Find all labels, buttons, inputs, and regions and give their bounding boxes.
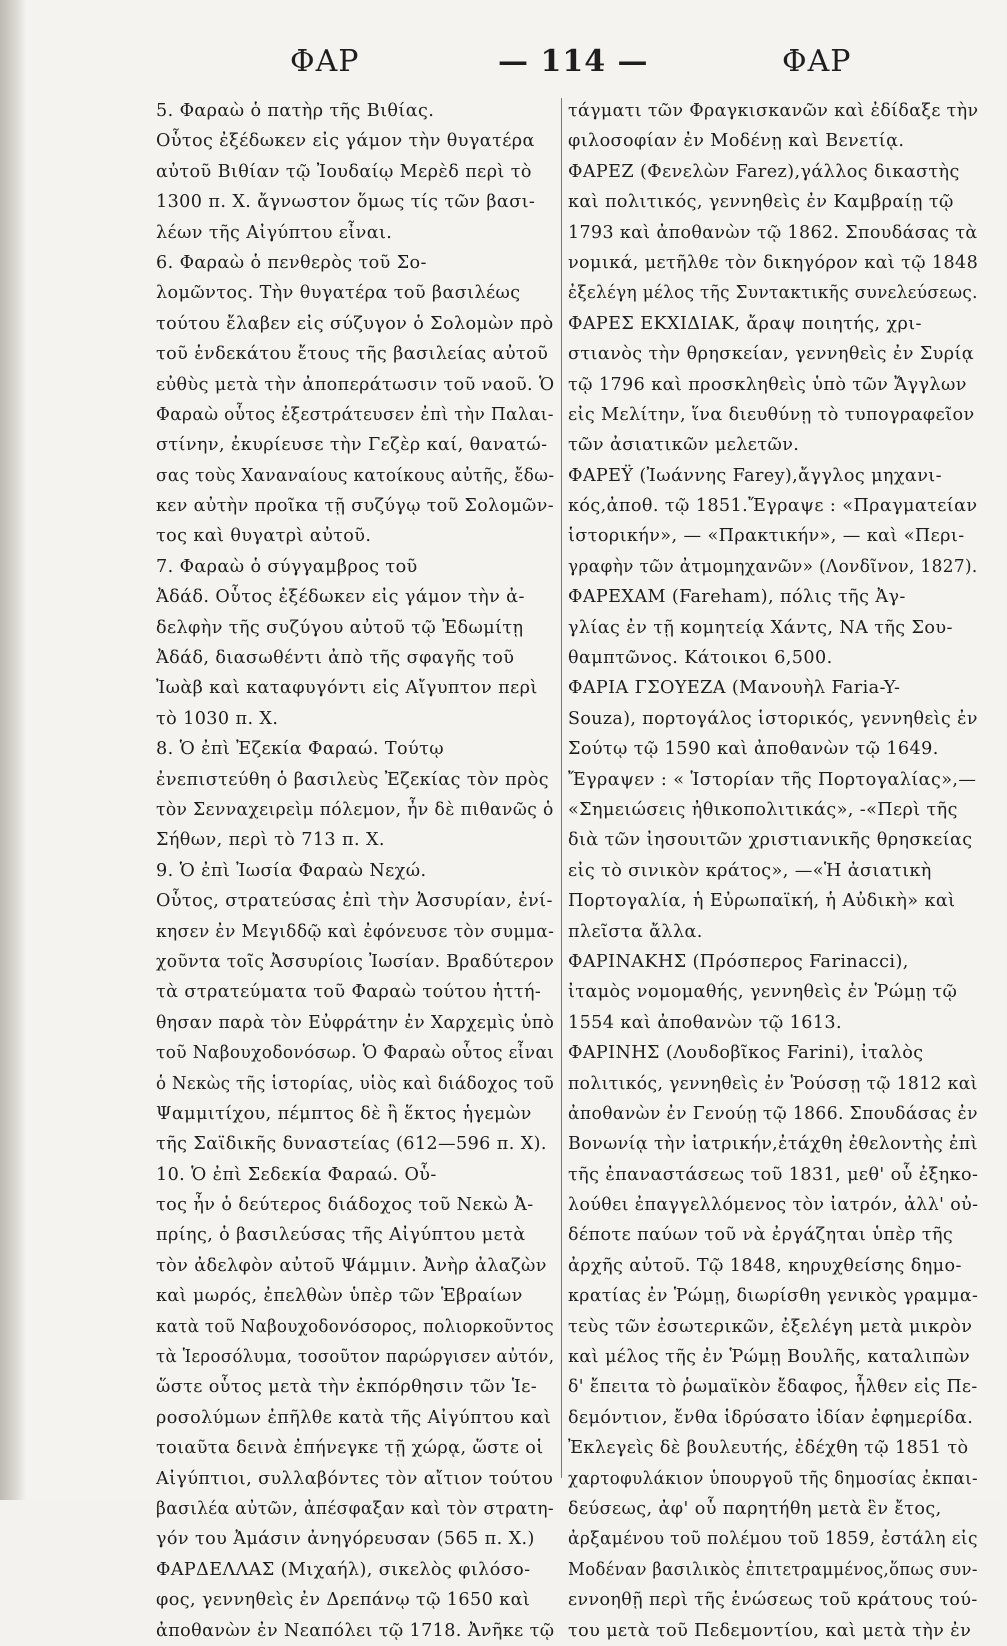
text-line: εἰς τὸ σινικὸν κράτος», —«Ἡ ἀσιατικὴ [568, 860, 932, 881]
text-line: ΦΑΡΕΖ (Φενελὼν Farez),γάλλος δικαστὴς [568, 161, 960, 182]
text-line: ΦΑΡΙΑ ΓΣΟΥΕΖΑ (Μανουὴλ Faria-Y- [568, 678, 901, 699]
text-line: ΦΑΡΕΣ ΕΚΧΙΔΙΑΚ, ἄραψ ποιητής, χρι- [568, 313, 922, 334]
text-line: κός,ἀποθ. τῷ 1851.Ἔγραψε : «Πραγματείαν [568, 496, 978, 517]
running-header [130, 44, 874, 94]
text-line: τοῦ Ναβουχοδονόσωρ. Ὁ Φαραὼ οὗτος εἶναι [156, 1043, 555, 1064]
header-right-keyword: ΦΑΡ [782, 44, 852, 79]
page-number: — 114 — [498, 44, 649, 79]
text-line: Αἰγύπτιοι, συλλαβόντες τὸν αἴτιον τούτου [156, 1468, 554, 1489]
text-line: ΦΑΡΙΝΑΚΗΣ (Πρόσπερος Farinacci), [568, 951, 909, 972]
text-line: τῶν ἀσιατικῶν μελετῶν. [568, 435, 800, 456]
text-line: θησαν παρὰ τὸν Εὐφράτην ἐν Χαρχεμὶς ὑπὸ [156, 1012, 555, 1033]
text-line: 7. Φαραὼ ὁ σύγγαμβρος τοῦ [156, 556, 418, 577]
text-line: πρίης, ὁ βασιλεύσας τῆς Αἰγύπτου μετὰ [156, 1225, 526, 1246]
text-line: τὰ στρατεύματα τοῦ Φαραὼ τούτου ἡττή- [156, 982, 542, 1003]
text-line: πλεῖστα ἄλλα. [568, 921, 703, 942]
text-line: τάγματι τῶν Φραγκισκανῶν καὶ ἐδίδαξε τὴν [568, 101, 979, 121]
text-line: 5. Φαραὼ ὁ πατὴρ τῆς Βιθίας. [156, 101, 435, 121]
text-line: γόν του Ἀμάσιν ἀνηγόρευσαν (565 π. Χ.) [156, 1529, 535, 1550]
text-line: τῆς ἐπαναστάσεως τοῦ 1831, μεθ' οὗ ἐξηκο- [568, 1164, 979, 1185]
text-line: Σήθων, περὶ τὸ 713 π. Χ. [156, 830, 385, 851]
text-line: κησεν ἐν Μεγιδδῷ καὶ ἐφόνευσε τὸν συμμα- [156, 921, 555, 942]
text-line: θαμπτῶνος. Κάτοικοι 6,500. [568, 648, 833, 669]
text-line: ὁ Νεκὼς τῆς ἱστορίας, υἱὸς καὶ διάδοχος τοῦ [156, 1073, 555, 1094]
text-line: Ἀδάδ, διασωθέντι ἀπὸ τῆς σφαγῆς τοῦ [156, 648, 515, 669]
text-line: γραφὴν τῶν ἀτμομηχανῶν» (Λονδῖνον, 1827). [568, 556, 978, 577]
text-line: Μοδέναν βασιλικὸς ἐπιτετραμμένος,ὅπως συν- [568, 1559, 978, 1580]
text-line: 1300 π. Χ. ἄγνωστον ὅμως τίς τῶν βασι- [156, 192, 536, 213]
text-line: καὶ μωρός, ἐπελθὼν ὑπὲρ τῶν Ἑβραίων [156, 1286, 523, 1307]
text-line: κρατίας ἐν Ῥώμῃ, διωρίσθη γενικὸς γραμμα- [568, 1286, 979, 1307]
text-line: ὥστε οὗτος μετὰ τὴν ἐκπόρθησιν τῶν Ἱε- [156, 1377, 538, 1398]
text-line: ΦΑΡΙΝΗΣ (Λουδοβῖκος Farini), ἰταλὸς [568, 1043, 924, 1064]
binding-edge [0, 0, 26, 1500]
text-line: εννοηθῇ περὶ τῆς ἑνώσεως τοῦ κράτους τού- [568, 1590, 978, 1611]
text-line: δεμόντιον, ἔνθα ἱδρύσατο ἰδίαν ἐφημερίδα. [568, 1407, 974, 1428]
text-line: χαρτοφυλάκιον ὑπουργοῦ τῆς δημοσίας ἐκπαι- [568, 1468, 978, 1489]
text-line: ἐξελέγη μέλος τῆς Συντακτικῆς συνελεύσεως. [568, 283, 978, 304]
text-line: 1554 καὶ ἀποθανὼν τῷ 1613. [568, 1012, 843, 1033]
header-left-keyword: ΦΑΡ [290, 44, 360, 79]
text-line: τὸ 1030 π. Χ. [156, 708, 279, 729]
text-line: ροσολύμων ἐπῆλθε κατὰ τῆς Αἰγύπτου καὶ [156, 1407, 552, 1428]
text-line: τος καὶ θυγατρὶ αὐτοῦ. [156, 526, 372, 547]
text-line: γλίας ἐν τῇ κομητείᾳ Χάντς, ΝΑ τῆς Σου- [568, 617, 953, 638]
text-line: στίνην, ἐκυρίευσε τὴν Γεζὲρ καί, θανατώ- [156, 435, 548, 456]
text-line: διὰ τῶν ἰησουιτῶν χριστιανικῆς θρησκείας [568, 830, 973, 851]
text-line: «Σημειώσεις ἠθικοπολιτικάς», -«Περὶ τῆς [568, 799, 958, 820]
text-line: λούθει ἐπαγγελλόμενος τὸν ἰατρόν, ἀλλ' οὐ- [568, 1195, 979, 1216]
text-line: φιλοσοφίαν ἐν Μοδένῃ καὶ Βενετίᾳ. [568, 131, 905, 152]
text-line: αὐτοῦ Βιθίαν τῷ Ἰουδαίῳ Μερὲδ περὶ τὸ [156, 161, 532, 182]
text-line: ἀρχῆς αὐτοῦ. Τῷ 1848, κηρυχθείσης δημο- [568, 1255, 962, 1276]
text-line: ἀρξαμένου τοῦ πολέμου τοῦ 1859, ἐστάλη εἰς [568, 1529, 978, 1550]
text-line: στιανὸς τὴν θρησκείαν, γεννηθεὶς ἐν Συρίᾳ [568, 344, 975, 365]
text-line: κατὰ τοῦ Ναβουχοδονόσορος, πολιορκοῦντος [156, 1316, 555, 1337]
text-line: Βονωνίᾳ τὴν ἰατρικήν,ἐτάχθη ἐθελοντὴς ἐπὶ [568, 1134, 978, 1155]
text-line: ἐνεπιστεύθη ὁ βασιλεὺς Ἐζεκίας τὸν πρὸς [156, 769, 549, 790]
text-line: δελφὴν τῆς συζύγου αὐτοῦ τῷ Ἐδωμίτῃ [156, 617, 524, 638]
text-line: ΦΑΡΔΕΛΛΑΣ (Μιχαήλ), σικελὸς φιλόσο- [156, 1559, 531, 1580]
text-line: βασιλέα αὐτῶν, ἀπέσφαξαν καὶ τὸν στρατη- [156, 1498, 555, 1519]
text-line: Οὗτος ἐξέδωκεν εἰς γάμον τὴν θυγατέρα [156, 131, 535, 152]
text-line: Ἐκλεγεὶς δὲ βουλευτής, ἐδέχθη τῷ 1851 τὸ [568, 1438, 969, 1459]
text-line: λέων τῆς Αἰγύπτου εἶναι. [156, 222, 393, 243]
text-line: 10. Ὁ ἐπὶ Σεδεκία Φαραώ. Οὗ- [156, 1164, 437, 1185]
text-line: τῷ 1796 καὶ προσκληθεὶς ὑπὸ τῶν Ἄγγλων [568, 374, 967, 395]
text-line: Σούτῳ τῷ 1590 καὶ ἀποθανὼν τῷ 1649. [568, 739, 939, 760]
text-line: Οὗτος, στρατεύσας ἐπὶ τὴν Ἀσσυρίαν, ἐνί- [156, 891, 553, 912]
text-line: σας τοὺς Χαναναίους κατοίκους αὐτῆς, ἔδω- [156, 465, 555, 486]
text-line: τος ἦν ὁ δεύτερος διάδοχος τοῦ Νεκὼ Ἀ- [156, 1195, 534, 1216]
text-line: φος, γεννηθεὶς ἐν Δρεπάνῳ τῷ 1650 καὶ [156, 1590, 531, 1611]
text-line: πολιτικός, γεννηθεὶς ἐν Ῥούσσῃ τῷ 1812 καὶ [568, 1073, 978, 1094]
text-line: 9. Ὁ ἐπὶ Ἰωσία Φαραὼ Νεχώ. [156, 860, 427, 881]
text-line: Πορτογαλία, ἡ Εὐρωπαϊκή, ἡ Αὐδικὴ» καὶ [568, 891, 956, 912]
text-line: ΦΑΡΕΫ (Ἰωάννης Farey),ἄγγλος μηχανι- [568, 465, 942, 486]
text-line: τὰ Ἱεροσόλυμα, τοσοῦτον παρώργισεν αὐτόν, [156, 1347, 555, 1368]
column-divider [561, 98, 562, 1478]
text-line: τεὺς τῶν ἐσωτερικῶν, ἐξελέγη μετὰ μικρὸν [568, 1316, 973, 1337]
text-line: εἰς Μελίτην, ἵνα διευθύνῃ τὸ τυπογραφεῖον [568, 404, 975, 425]
text-line: ἀποθανὼν ἐν Νεαπόλει τῷ 1718. Ἀνῆκε τῷ [156, 1620, 555, 1641]
text-line: καὶ μέλος τῆς ἐν Ῥώμῃ Βουλῆς, καταλιπὼν [568, 1347, 971, 1368]
text-line: 8. Ὁ ἐπὶ Ἐζεκία Φαραώ. Τούτῳ [156, 739, 444, 760]
text-line: Ἰωὰβ καὶ καταφυγόντι εἰς Αἴγυπτον περὶ [156, 678, 538, 699]
text-line: Ἔγραψεν : « Ἱστορίαν τῆς Πορτογαλίας»,— [568, 769, 977, 790]
text-line: 6. Φαραὼ ὁ πενθερὸς τοῦ Σο- [156, 252, 427, 273]
text-line: του μετὰ τοῦ Πεδεμοντίου, καὶ μετὰ τὴν ἐν [568, 1620, 972, 1641]
text-line: Ψαμμιτίχου, πέμπτος δὲ ἢ ἕκτος ἡγεμὼν [156, 1103, 532, 1124]
right-text-column [568, 96, 979, 1641]
text-line: ἰταμὸς νομομαθής, γεννηθεὶς ἐν Ῥώμῃ τῷ [568, 982, 958, 1003]
text-line: τὸν Σενναχειρεὶμ πόλεμον, ἦν δὲ πιθανῶς ὁ [156, 799, 554, 820]
text-line: δ' ἔπειτα τὸ ῥωμαϊκὸν ἔδαφος, ἦλθεν εἰς Πε- [568, 1377, 978, 1398]
left-text-column [156, 96, 555, 1641]
text-line: εὐθὺς μετὰ τὴν ἀποπεράτωσιν τοῦ ναοῦ. Ὁ [156, 374, 555, 395]
text-line: λομῶντος. Τὴν θυγατέρα τοῦ βασιλέως [156, 283, 521, 304]
text-line: τὸν ἀδελφὸν αὐτοῦ Ψάμμιν. Ἀνὴρ ἀλαζὼν [156, 1255, 547, 1276]
text-line: νομικά, μετῆλθε τὸν δικηγόρον καὶ τῷ 1848 [568, 252, 979, 273]
text-line: τοῦ ἑνδεκάτου ἔτους τῆς βασιλείας αὐτοῦ [156, 344, 549, 365]
text-line: τούτου ἔλαβεν εἰς σύζυγον ὁ Σολομὼν πρὸ [156, 313, 554, 334]
text-line: ΦΑΡΕΧΑΜ (Fareham), πόλις τῆς Ἀγ- [568, 587, 906, 608]
text-line: τῆς Σαϊδικῆς δυναστείας (612—596 π. Χ). [156, 1134, 547, 1155]
text-line: ἀποθανὼν ἐν Γενούῃ τῷ 1866. Σπουδάσας ἐν [568, 1103, 978, 1124]
text-line: 1793 καὶ ἀποθανὼν τῷ 1862. Σπουδάσας τὰ [568, 222, 978, 243]
text-line: χοῦντα τοῖς Ἀσσυρίοις Ἰωσίαν. Βραδύτερον [156, 951, 555, 972]
text-line: τοιαῦτα δεινὰ ἐπήνεγκε τῇ χώρᾳ, ὥστε οἱ [156, 1438, 544, 1459]
text-line: Ἀδάδ. Οὗτος ἐξέδωκεν εἰς γάμον τὴν ἀ- [156, 587, 525, 608]
text-line: ἱστορικήν», — «Πρακτικήν», — καὶ «Περι- [568, 526, 965, 547]
text-line: Φαραὼ οὗτος ἐξεστράτευσεν ἐπὶ τὴν Παλαι- [156, 404, 554, 425]
text-line: κεν αὐτὴν προῖκα τῇ συζύγῳ τοῦ Σολομῶν- [156, 496, 555, 517]
text-line: δέποτε παύων τοῦ νὰ ἐργάζηται ὑπὲρ τῆς [568, 1225, 954, 1246]
text-line: Souza), πορτογάλος ἱστορικός, γεννηθεὶς ἐν [568, 708, 978, 729]
text-line: καὶ πολιτικός, γεννηθεὶς ἐν Καμβραίῃ τῷ [568, 192, 954, 213]
text-line: δεύσεως, ἀφ' οὗ παρητήθη μετὰ ἓν ἔτος, [568, 1498, 942, 1519]
